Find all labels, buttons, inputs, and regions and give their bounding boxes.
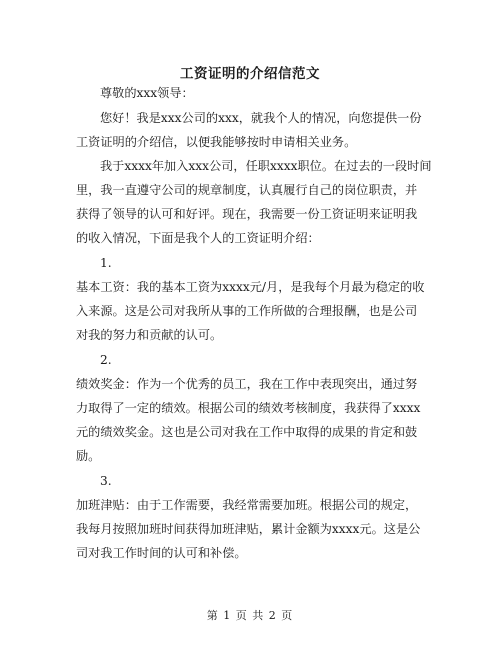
paragraph-line: 基本工资：我的基本工资为xxxx元/月，是我每个月最为稳定的收 [76, 280, 425, 294]
paragraph-line: 工资证明的介绍信，以便我能够按时申请相关业务。 [76, 135, 357, 149]
paragraph-line: 我每月按照加班时间获得加班津贴，累计金额为xxxx元。这是公 [76, 522, 421, 536]
paragraph-line: 入来源。这是公司对我所从事的工作所做的合理报酬，也是公司 [76, 304, 418, 318]
paragraph-line: 司对我工作时间的认可和补偿。 [76, 546, 247, 560]
salutation: 尊敬的xxx领导： [100, 86, 194, 100]
paragraph-line: 加班津贴：由于工作需要，我经常需要加班。根据公司的规定， [76, 498, 418, 512]
list-number: 1. [100, 256, 112, 270]
paragraph-line: 对我的努力和贡献的认可。 [76, 328, 223, 342]
page-number: 第 1 页 共 2 页 [206, 609, 294, 622]
paragraph-line: 力取得了一定的绩效。根据公司的绩效考核制度，我获得了xxxx [76, 401, 421, 415]
paragraph-line: 励。 [76, 449, 101, 463]
document-title: 工资证明的介绍信范文 [180, 66, 320, 82]
list-number: 2. [100, 353, 112, 367]
paragraph-line: 元的绩效奖金。这也是公司对我在工作中取得的成果的肯定和鼓 [76, 425, 418, 439]
paragraph-line: 绩效奖金：作为一个优秀的员工，我在工作中表现突出，通过努 [76, 377, 418, 391]
paragraph-line: 我于xxxx年加入xxx公司，任职xxxx职位。在过去的一段时间 [100, 159, 432, 173]
paragraph-line: 获得了领导的认可和好评。现在，我需要一份工资证明来证明我 [76, 207, 418, 221]
paragraph-line: 里，我一直遵守公司的规章制度，认真履行自己的岗位职责，并 [76, 183, 418, 197]
paragraph-line: 您好！我是xxx公司的xxx，就我个人的情况，向您提供一份 [100, 111, 422, 125]
paragraph-line: 的收入情况，下面是我个人的工资证明介绍： [76, 231, 320, 245]
list-number: 3. [100, 474, 112, 488]
